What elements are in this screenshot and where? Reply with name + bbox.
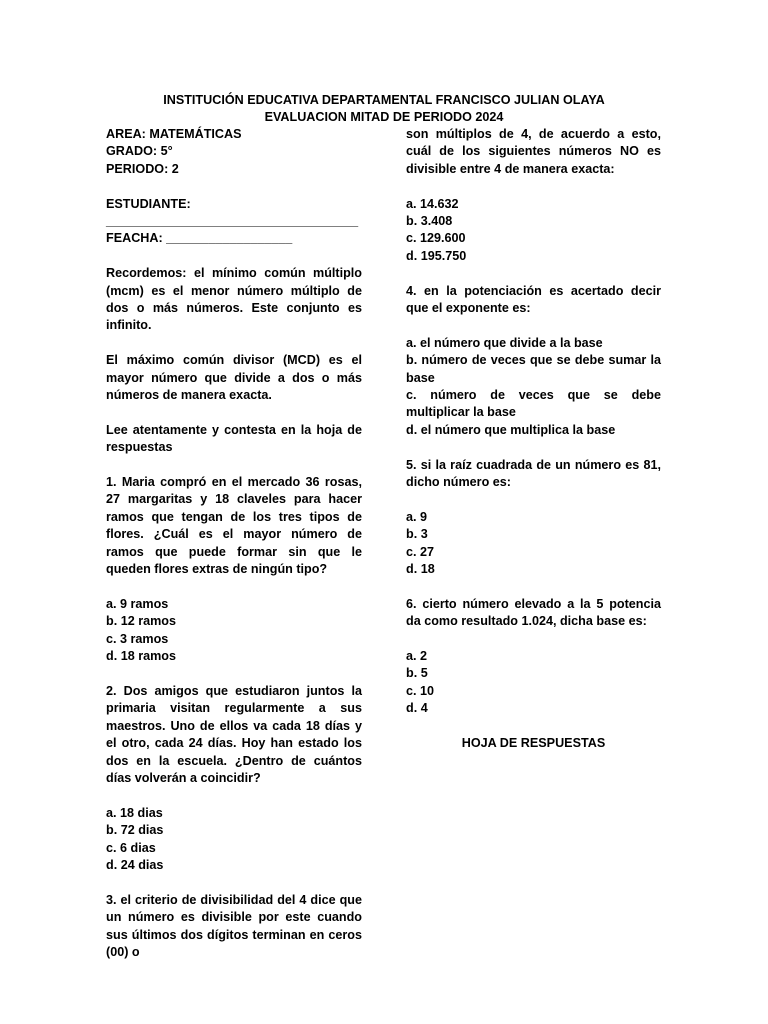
q5-option-a: a. 9 — [406, 509, 428, 524]
instruction-text: Lee atentamente y contesta en la hoja de respuestas — [106, 422, 362, 455]
q3-option-a: a. 14.632 — [406, 196, 459, 211]
q4-option-c: c. número de veces que se debe multiplicar la base — [406, 388, 661, 420]
q5-option-b: b. 3 — [406, 527, 428, 542]
answer-sheet-title: HOJA DE RESPUESTAS — [461, 736, 606, 751]
question-3-part2: son múltiplos de 4, de acuerdo a esto, cuál de los siguientes números NO es divisible entre 4 de manera exacta: — [406, 127, 661, 176]
q6-option-c: c. 10 — [406, 683, 435, 698]
q5-option-c: c. 27 — [406, 544, 435, 559]
q3-option-d: d. 195.750 — [406, 248, 467, 263]
q2-option-d: d. 24 dias — [106, 857, 164, 872]
q6-option-b: b. 5 — [406, 666, 428, 681]
question-5: 5. si la raíz cuadrada de un número es 81, dicho número es: — [406, 457, 661, 490]
date-field: FEACHA: __________________ — [106, 231, 293, 246]
area-label: AREA: MATEMÁTICAS — [106, 127, 242, 141]
q6-option-a: a. 2 — [406, 649, 428, 664]
q6-option-d: d. 4 — [406, 701, 428, 716]
grade-label: GRADO: 5° — [106, 144, 173, 159]
exam-title: EVALUACION MITAD DE PERIODO 2024 — [264, 110, 504, 125]
q3-option-c: c. 129.600 — [406, 231, 466, 246]
q2-option-c: c. 6 dias — [106, 840, 156, 855]
question-6: 6. cierto número elevado a la 5 potencia da como resultado 1.024, dicha base es: — [406, 596, 661, 629]
q5-option-d: d. 18 — [406, 562, 435, 577]
q2-option-b: b. 72 dias — [106, 823, 164, 838]
mcd-definition: El máximo común divisor (MCD) es el mayor número que divide a dos o más números de manera exacta. — [106, 353, 362, 403]
left-column — [106, 126, 362, 961]
q1-option-d: d. 18 ramos — [106, 649, 176, 664]
q4-option-b: b. número de veces que se debe sumar la base — [406, 353, 661, 385]
period-label: PERIODO: 2 — [106, 161, 179, 176]
q4-option-d: d. el número que multiplica la base — [406, 422, 616, 437]
q1-option-b: b. 12 ramos — [106, 614, 176, 629]
q1-option-c: c. 3 ramos — [106, 631, 169, 646]
question-1: 1. Maria compró en el mercado 36 rosas, 27 margaritas y 18 claveles para hacer ramos que tengan de los tres tipos de flores. ¿Cuál es el mayor número de ramos que puede formar sin que le queden flores extras de ningún tipo? — [106, 475, 362, 577]
student-line: ____________________________________ — [106, 214, 359, 229]
question-2: 2. Dos amigos que estudiaron juntos la primaria visitan regularmente a sus maestros. Uno de ellos va cada 18 días y el otro, cada 24 días. Hoy han estado los dos en la escuela. ¿Dentro de cuántos días volverán a coincidir? — [106, 683, 362, 785]
mcm-definition: Recordemos: el mínimo común múltiplo (mcm) es el menor número múltiplo de dos o más números. Este conjunto es infinito. — [106, 266, 362, 333]
document-header — [106, 92, 662, 127]
student-label: ESTUDIANTE: — [106, 196, 191, 211]
q2-option-a: a. 18 dias — [106, 805, 163, 820]
q1-option-a: a. 9 ramos — [106, 596, 169, 611]
right-column — [406, 126, 661, 753]
q4-option-a: a. el número que divide a la base — [406, 335, 603, 350]
question-4: 4. en la potenciación es acertado decir que el exponente es: — [406, 283, 661, 316]
institution-title: INSTITUCIÓN EDUCATIVA DEPARTAMENTAL FRANCISCO JULIAN OLAYA — [163, 93, 605, 107]
question-3-part1: 3. el criterio de divisibilidad del 4 dice que un número es divisible por este cuando sus últimos dos dígitos terminan en ceros (00) o — [106, 892, 362, 959]
q3-option-b: b. 3.408 — [406, 214, 453, 229]
